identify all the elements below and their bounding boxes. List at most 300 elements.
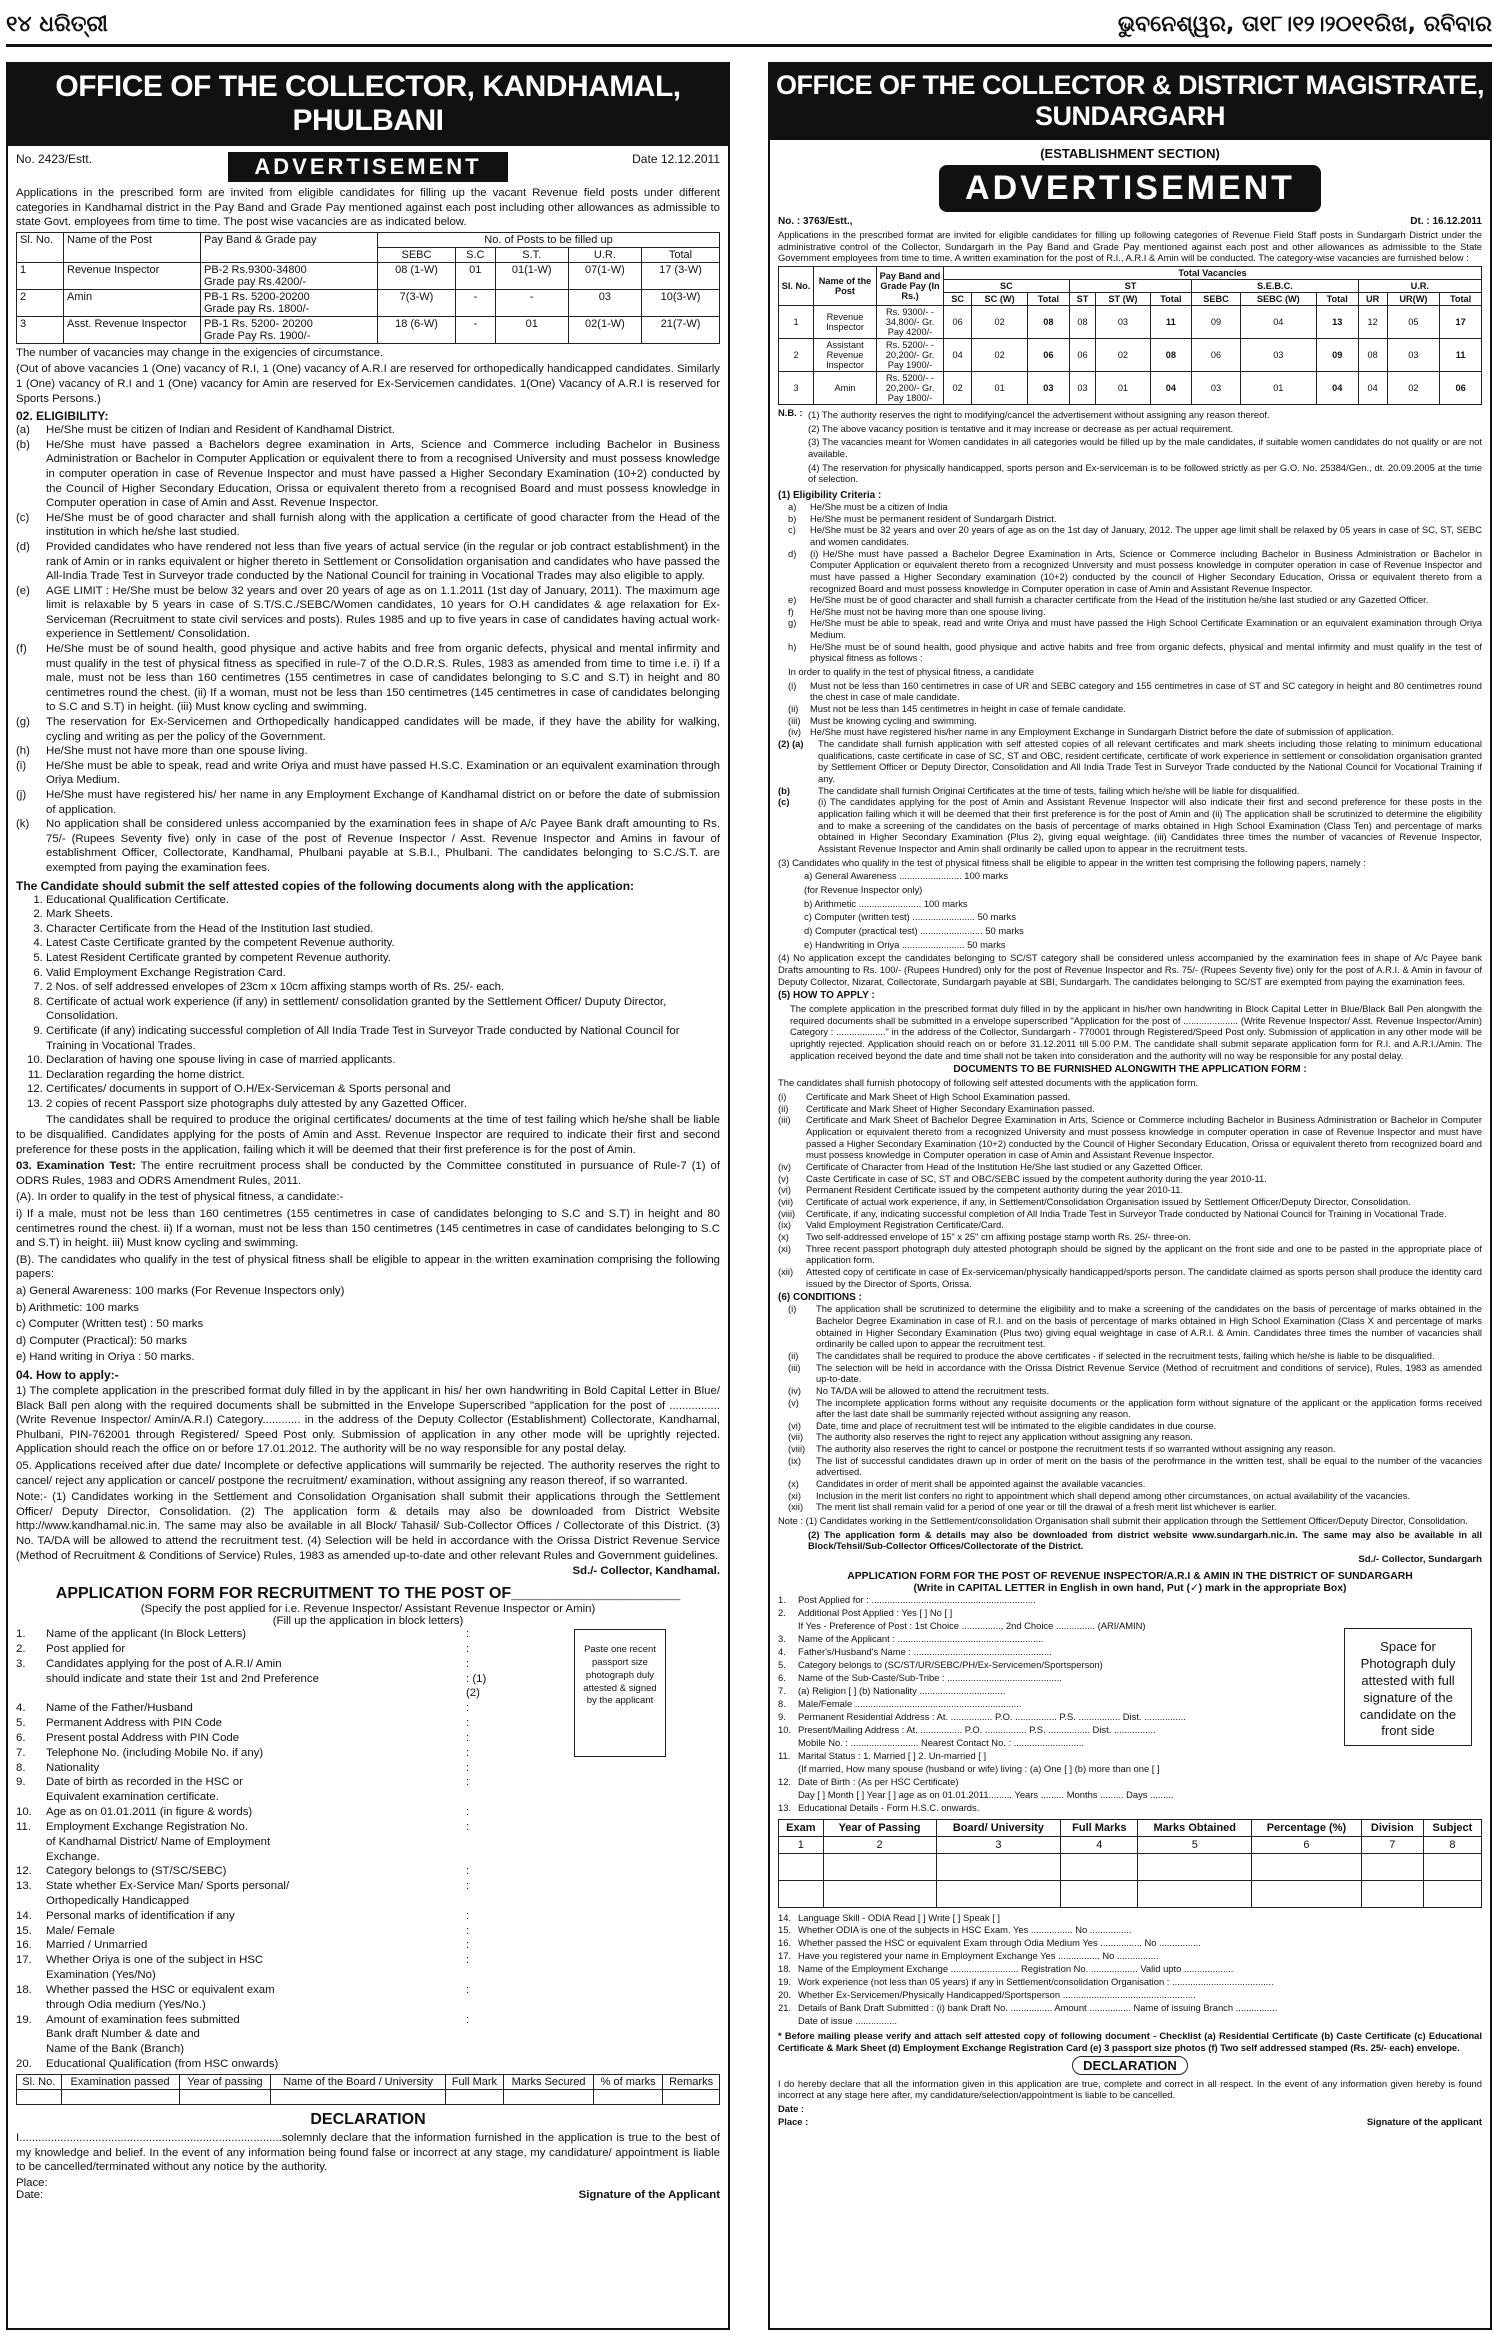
doc-item-text: Certificate of actual work experience, if any, in Settlement/Consolidation Organisation issued by Settlement Officer/Deputy Director, Consolidation. [806,1196,1411,1207]
eligibility-item-label: (a) [16,424,30,437]
form-field [778,1659,1332,1672]
kandhamal-advertisement [6,62,730,2330]
form-field [778,1711,1332,1724]
kandhamal-vac-note2: (Out of above vacancies 1 (One) vacancy of R.I, 1 (One) vacancy of A.R.I are reserved for orthopedically handicapped candidates. Similarly 1 (One) vacancy of R.I and 1 (One) vacancy for Amin are reserved for Ex-Servicemen candidates. 1(One) Vacancy of A.R.I is reserved for Sports Persons.) [16,363,720,405]
sundargarh-date-row [778,2103,1482,2116]
rth-sebc-total: Total [1316,292,1358,305]
doc-item-label: (iv) [778,1161,792,1173]
form-field-label: Name of the Father/Husband [46,1702,193,1715]
kandhamal-place-label: Place: [16,2176,48,2189]
form-field-colon: : [466,1880,470,1893]
form-field-colon: : [466,1909,470,1922]
rth-sc-group: SC [944,279,1070,292]
form-field [16,1894,720,1909]
sundargarh-phys-list [778,680,1482,738]
doc-item [778,1266,1482,1289]
form-field-number: 9. [16,1776,26,1789]
eligibility-item [16,584,720,642]
condition-item-label: (iii) [788,1361,801,1373]
kandhamal-photo-box: Paste one recent passport size photograph duly attested & signed by the applicant [574,1629,666,1757]
form-field-number [778,2015,798,2028]
sundargarh-date-label: Date : [778,2102,805,2114]
criteria-item-label: g) [788,617,797,629]
rvac-pay: Rs. 9300/- - 34,800/- Gr. Pay 4200/- [877,305,944,338]
eligibility-item [16,423,720,438]
sundargarh-section2 [778,738,1482,855]
sundargarh-docs-intro: The candidates shall furnish photocopy of following self attested documents with the application form. [778,1077,1199,1089]
sundargarh-photo-box: Space for Photograph duly attested with full signature of the candidate on the front side [1344,1628,1472,1746]
rth-scw: SC (W) [972,292,1028,305]
rvac-value: 13 [1316,305,1358,338]
phys-item-text: Must not be less than 160 centimetres in case of UR and SEBC category and 155 centimetres in case of ST and SC category in height and 80 centimetres round the chest in case of male candidate. [810,679,1482,703]
doc-item [778,1208,1482,1220]
form-field-number [16,1686,46,1701]
doc-item-text: Certificate, if any, indicating successful completion of All India Trade Test in Surveyor Trade conducted by National Council for Training in Vocational Trade. [806,1207,1447,1219]
kandhamal-note-text: Note:- (1) Candidates working in the Settlement and Consolidation Organisation shall submit their applications through the Settlement Officer/ Deputy Director, Consolidation. (2) The application form & details may also be downloaded from District Website http://www.kandhamal.nic.in. The same may also be available in all Block/ Tahasil/ Sub-Collector Offices / Collectorate of this District. (3) No. TA/DA will be allowed to attend the recruitment test. (4) Selection will be held in accordance with the Orissa District Revenue Service (Method of Recruitment & Conditions of Service) Rules, 1983 as amended up-to-date and other relevant Rules and Government guidelines. [16,1491,720,1562]
form-field-number [778,1737,798,1750]
doc-item-text: Certificate and Mark Sheet of High School Examination passed. [806,1091,1071,1103]
sundargarh-form-sub: (Write in CAPITAL LETTER in English in own hand, Put (✓) mark in the appropriate Box) [913,1583,1347,1595]
form-field [778,1724,1332,1737]
vac-st: 01 [495,316,568,343]
form-field-number: 10. [16,1806,32,1819]
rvac-value: 04 [1316,371,1358,404]
criteria-item [788,641,1482,664]
qualification-header: Remarks [663,2074,720,2089]
th-pay: Pay Band & Grade pay [201,232,378,262]
rvac-value: 17 [1440,305,1482,338]
condition-item-text: The authority also reserves the right to reject any application without assigning any reason. [816,1431,1193,1443]
rvac-value: 03 [1069,371,1096,404]
rth-total-vac: Total Vacancies [944,266,1482,279]
condition-item [788,1303,1482,1350]
doc-item-text: Permanent Resident Certificate issued by the competent authority during the year 2010-11. [806,1184,1184,1196]
form-field [16,2042,720,2057]
rth-sebc: SEBC [1192,292,1241,305]
qualification-header: Name of the Board / University [271,2074,446,2089]
vac-ur: 07(1-W) [568,262,641,289]
sundargarh-cond-list [778,1303,1482,1513]
vac-pay [201,316,378,343]
kandhamal-vacancy-table [16,232,720,344]
eligibility-item-text: He/She must have passed a Bachelors degree examination in Arts, Science and Commerce including Bachelor in Business Administration or Bachelor in Computer Application or equivalent there to from a recognised University and must possess knowledge in computer operation in case of Revenue Inspector and must have passed a Higher Secondary Examination (10+2) conducted by the Council of Higher Secondary Education, Orissa or equivalent thereto from a recognised Board and must possess knowledge in Computer operation in case of Amin and Asst. Revenue Inspector. [46,438,720,510]
th-sebc: SEBC [378,247,456,262]
form-field [778,1737,1332,1750]
form-field [778,1950,1482,1963]
form-field-colon: : [466,1954,470,1967]
masthead-date: ଭୁବନେଶ୍ୱର, ତା୧୮।୧୨।୨୦୧୧ରିଖ, ରବିବାର [1117,11,1492,37]
kandhamal-office-title: OFFICE OF THE COLLECTOR, KANDHAMAL, PHULBANI [8,64,728,146]
sundargarh-note2: (2) The application form & details may also be downloaded from district website www.sundargarh.nic.in. The same may also be available in all Block/Tehsil/Sub-Collector Offices/Collectorate of the District. [808,1528,1482,1552]
form-field-colon: : [466,1820,470,1833]
rth-ur-total: Total [1440,292,1482,305]
vac-sebc: 08 (1-W) [378,262,456,289]
form-field-number: 7. [16,1746,26,1759]
kandhamal-eligibility-heading: 02. ELIGIBILITY: [16,409,109,424]
table-row [779,371,1482,404]
form-field [778,1963,1482,1976]
form-field-label: Language Skill - ODIA Read [ ] Write [ ] Speak [ ] [798,1911,1001,1923]
sundargarh-office-title: OFFICE OF THE COLLECTOR & DISTRICT MAGISTRATE, SUNDARGARH [770,64,1490,140]
form-field-label: Name of the Employment Exchange .......................... Registration No. .................. Valid upto ................... [798,1963,1234,1975]
phys-item [788,715,1482,727]
qualification-header: % of marks [594,2074,663,2089]
form-field-label: Father's/Husband's Name : ..................................................... [798,1645,1052,1657]
form-field [16,1761,720,1776]
form-field [778,1750,1332,1763]
phys-item [788,726,1482,738]
form-field-number: 6. [778,1671,786,1683]
vac-ur: 03 [568,289,641,316]
rth-st-total: Total [1150,292,1192,305]
phys-item-label: (iii) [788,714,801,726]
form-field-colon: : [466,1731,470,1744]
form-field-label: Educational Qualification (from HSC onwards) [46,2058,279,2071]
form-field-number: 10. [778,1723,792,1735]
vac-sc: 01 [455,262,495,289]
paper-item: (for Revenue Inspector only) [804,883,923,895]
qualification-header: Sl. No. [17,2074,62,2089]
sundargarh-vacancy-table [778,266,1482,405]
form-field-number: 18. [778,1963,792,1975]
form-field-label: Examination (Yes/No) [46,1969,156,1982]
form-field-label: Marital Status : 1. Married [ ] 2. Un-married [ ] [798,1749,987,1761]
eligibility-item [16,642,720,715]
rvac-value: 06 [1069,338,1096,371]
sundargarh-s3: (3) Candidates who qualify in the test of physical fitness shall be eligible to appear in the written test comprising the following papers, namely : [778,856,1366,868]
kandhamal-exam-a: (A). In order to qualify in the test of physical fitness, a candidate:- [16,1191,344,1204]
kandhamal-form-sub2: (Fill up the application in block letters) [272,1615,464,1628]
kandhamal-ref-no: No. 2423/Estt. [16,152,93,166]
vac-post: Amin [64,289,201,316]
rvac-value: 08 [1028,305,1070,338]
form-field-colon: (2) [466,1687,480,1700]
criteria-item-label: a) [788,500,797,512]
form-field-label: Candidates applying for the post of A.R.I/ Amin [46,1657,282,1670]
condition-item-text: No TA/DA will be allowed to attend the recruitment tests. [816,1384,1050,1396]
form-field [778,1976,1482,1989]
document-item: 2. Mark Sheets. [46,907,720,922]
education-column-number: 2 [823,1836,936,1853]
section2-item-text: The candidate shall furnish application with self attested copies of all relevant certificates and mark sheets including those relating to minimum educational qualifications, caste certificate in case of SC, ST and OBC, resident certificate, certificate of work experience in settlement or consolidation organisation granted by Settlement Officer or Deputy Director, Consolidation and All India Trade Test in Surveyor Trade conducted by the National Council for Vocational Training if any. [818,738,1482,784]
form-field-label: Category belongs to (ST/SC/SEBC) [46,1865,227,1878]
condition-item [788,1478,1482,1490]
sundargarh-criteria-heading: (1) Eligibility Criteria : [778,489,882,501]
form-field [16,2027,720,2042]
form-field-colon: : [466,1983,470,1996]
form-field-number [16,1790,46,1805]
form-field-number: 3. [16,1657,26,1670]
rvac-value: 03 [1240,338,1316,371]
rvac-value: 03 [1192,371,1241,404]
form-field [16,1790,720,1805]
doc-item [778,1173,1482,1185]
form-field-number [16,1998,46,2013]
form-field-number: 4. [16,1702,26,1715]
rvac-value: 02 [944,371,972,404]
th-posts: No. of Posts to be filled up [378,232,720,247]
form-field-number: 3. [778,1632,786,1644]
form-field [16,1909,720,1924]
qualification-header: Marks Secured [504,2074,594,2089]
form-field-number: 1. [16,1628,26,1641]
form-field-colon: : [466,1776,470,1789]
document-item: 8. Certificate of actual work experience (if any) in settlement/ consolidation granted by the Settlement Officer/ Duputy Director, Consolidation. [46,995,720,1024]
criteria-item [788,594,1482,606]
form-field [16,1983,720,1998]
condition-item-label: (xii) [788,1501,804,1513]
condition-item-label: (iv) [788,1384,802,1396]
kandhamal-exam-b: (B). The candidates who qualify in the test of physical fitness shall be eligible to appear in the written examination comprising the following papers: [16,1253,720,1281]
condition-item-text: The authority also reserves the right to cancel or postpone the recruitment tests if so warranted without assigning any reason. [816,1443,1336,1455]
table-row [17,289,720,316]
nb-item: (2) The above vacancy position is tentative and it may increase or decrease as per actual requirement. [808,422,1234,434]
education-header: Year of Passing [823,1819,936,1836]
section2-item-label: (2) (a) [778,738,804,750]
form-field-number: 17. [778,1950,792,1962]
form-field-number [16,2027,46,2042]
eligibility-item [16,817,720,875]
rvac-post: Assistant Revenue Inspector [814,338,877,371]
form-field [16,1864,720,1879]
rvac-sl: 2 [779,338,814,371]
phys-item-text: Must not be less than 145 centimetres in height in case of female candidate. [810,703,1126,715]
education-column-number: 8 [1423,1836,1481,1853]
eligibility-item-text: No application shall be considered unless accompanied by the examination fees in shape of A/c Payee Bank draft amounting to Rs. 75/- (Rupees Seventy five) only in case of the post of Revenue Inspector / Asst. Revenue Inspector and Amins in favour of establishment Officer, Collectorate, Kandhamal, Phulbani payable at S.B.I., Phulbani. The candidates belonging to S.C./S.T. are exempted from paying the examination fees. [46,818,720,874]
condition-item-text: The list of successful candidates drawn up in order of merit on the basis of the perofrmance in the written test, shall be equal to the number of the vacancies advertised. [816,1454,1482,1478]
doc-item-label: (vii) [778,1196,794,1207]
form-field-label: Name of the applicant (In Block Letters) [46,1628,247,1641]
rth-ur-group: U.R. [1358,279,1481,292]
criteria-item-text: He/She must be permanent resident of Sundargarh District. [810,512,1057,524]
rvac-pay: Rs. 5200/- - 20,200/- Gr. Pay 1800/- [877,371,944,404]
eligibility-item-label: (d) [16,540,30,553]
eligibility-item-label: (j) [16,789,27,801]
paper-item: d) Computer (practical test) ........................ 50 marks [804,924,1024,936]
rth-ur: UR [1358,292,1387,305]
phys-item-text: Must be knowing cycling and swimming. [810,714,977,726]
eligibility-item-text: He/She must be of good character and shall furnish along with the application a certificate of good character from the Head of the institution in which he/she last studied. [46,511,720,539]
criteria-item-text: He/She must be able to speak, read and write Oriya and must have passed the High School Certificate Examination or an equivalent examination through Oriya Medium. [810,617,1482,641]
form-field-number: 12. [16,1865,32,1878]
doc-item-label: (vi) [778,1184,792,1196]
condition-item-label: (x) [788,1478,799,1490]
paper-item: b) Arithmetic: 100 marks [16,1301,139,1314]
eligibility-item-label: (f) [16,643,27,656]
form-field-label: Whether passed the HSC or equivalent Exam through Odia Medium Yes ................ No ................ [798,1937,1201,1949]
form-field-number: 5. [16,1717,26,1730]
form-field-label: Date of issue ................ [798,2015,897,2027]
sundargarh-place-row [778,2116,1482,2129]
eligibility-item-text: AGE LIMIT : He/She must be below 32 years and over 20 years of age as on 1.1.2011 (1st day of January, 2011). The maximum age limit is relaxable by 5 years in case of S.T/S.C./SEBC/Women candidates, 10 years for O.H candidates & age relaxation for Ex-Serviceman (Recruitment to state civil services and posts). Rules 1985 and up to five years in case of candidates having actual work-experience in Settlement/ Consolidation. [46,584,720,641]
rvac-value: 06 [944,305,972,338]
document-item: 9. Certificate (if any) indicating successful completion of All India Trade Test in Surveyor Trade conducted by National Council for Training in Vocational Trades. [46,1024,720,1053]
sundargarh-s4: (4) No application except the candidates belonging to SC/ST category shall be considered unless accompanied by the examination fees in shape of A/c Payee bank Drafts amounting to Rs. 100/- (Rupees Hundred) only for the post of Revenue Inspector and Rs. 75/- (Rupees Seventy five) only for the post of A.R.I. & Amin in favour of Deputy Collector, Nizarat, Collectorate, Sundargarh payable at SBI, Sundargarh. The candidates belonging to SC/ST are exempted from paying the examination fees. [778,952,1482,987]
kandhamal-qualification-table [16,2074,720,2105]
form-field [16,2013,720,2028]
vac-pay [201,289,378,316]
condition-item [788,1385,1482,1397]
vac-sl: 3 [17,316,64,343]
eligibility-item [16,511,720,540]
form-field-label: Mobile No. : .......................... Nearest Contact No. : ........................... [798,1736,1085,1748]
education-column-number: 1 [779,1836,824,1853]
education-column-number: 6 [1252,1836,1362,1853]
form-field-label: through Odia medium (Yes/No.) [46,1998,206,2011]
rvac-value: 01 [972,371,1028,404]
form-field-colon: : (1) [466,1672,487,1685]
doc-item [778,1231,1482,1243]
form-field [778,1763,1332,1776]
doc-item [778,1219,1482,1231]
rth-sebc-group: S.E.B.C. [1192,279,1358,292]
kandhamal-exam-heading: 03. Examination Test: [16,1160,136,1173]
form-field-number: 16. [16,1939,32,1952]
rvac-value: 03 [1387,338,1440,371]
th-total: Total [642,247,720,262]
form-field-number: 20. [16,2058,32,2071]
form-field-number: 16. [778,1937,792,1949]
form-field [778,1776,1332,1789]
rth-st: ST [1069,292,1096,305]
form-field-number: 7. [778,1684,786,1696]
kandhamal-form-sub1: (Specify the post applied for i.e. Revenue Inspector/ Assistant Revenue Inspector or Amin) [140,1603,596,1616]
document-item: 1. Educational Qualification Certificate. [46,893,720,908]
eligibility-item [16,540,720,584]
sundargarh-form-title: APPLICATION FORM FOR THE POST OF REVENUE INSPECTOR/A.R.I & AMIN IN THE DISTRICT OF SUNDARGARH [847,1571,1413,1583]
criteria-item-label: e) [788,594,797,606]
doc-item-text: Three recent passport photograph duly attested photograph should be signed by the applicant on the front side and one to be pasted in the appropriate place of application form. [806,1242,1482,1266]
vac-sc: - [455,289,495,316]
kandhamal-papers [16,1284,720,1365]
condition-item [788,1501,1482,1513]
form-field-label: of Kandhamal District/ Name of Employment [46,1835,271,1848]
doc-item [778,1091,1482,1103]
sundargarh-education-table [778,1819,1482,1908]
form-field-label: Day [ ] Month [ ] Year [ ] age as on 01.01.2011......... Years ......... Months ......... Days ......... [798,1788,1174,1800]
condition-item-text: Inclusion in the merit list confers no right to appointment which shall depend among other circumstances, on actual availability of the vacancies. [816,1489,1411,1501]
criteria-item-text: He/She must be a citizen of India [810,500,948,512]
condition-item-text: The application shall be scrutinized to determine the eligibility and to make a screening of the candidates on the basis of percentage of marks obtained in the Bachelor Degree Examination in case of R.I. and on the basis of percentage of marks obtained in High School Examination (Class X and percentage of marks obtained in Higher Secondary Examination (Plus two) giving equal weightage in case of A.R.I. & Amin. Candidates three times the number of vacancies shall ordinarily be called upon to appear the recruitment test. [816,1303,1482,1350]
vac-post: Revenue Inspector [64,262,201,289]
th-ur: U.R. [568,247,641,262]
section2-item [778,796,1482,854]
form-field-label: Personal marks of identification if any [46,1909,235,1922]
condition-item [788,1443,1482,1455]
document-item: 10. Declaration of having one spouse living in case of married applicants. [46,1053,720,1068]
condition-item [788,1455,1482,1478]
rvac-value: 04 [1240,305,1316,338]
rth-sc: SC [944,292,972,305]
eligibility-item-label: (b) [16,438,30,451]
form-field-label: Name of the Bank (Branch) [46,2043,185,2056]
form-field-number: 19. [16,2013,32,2026]
document-item: 4. Latest Caste Certificate granted by the competent Revenue authority. [46,936,720,951]
rth-post: Name of the Post [814,266,877,305]
paper-item: a) General Awareness: 100 marks (For Revenue Inspectors only) [16,1285,345,1297]
sundargarh-advertisement-label: ADVERTISEMENT [939,165,1321,212]
phys-item-text: He/She must have registered his/her name in any Employment Exchange in Sundargarh District before the date of submission of application. [810,726,1394,738]
doc-item-label: (x) [778,1230,789,1242]
section2-item-text: The candidate shall furnish Original Certificates at the time of tests, failing which he/she will be liable for disqualified. [818,784,1300,796]
kandhamal-declaration-title: DECLARATION [310,2110,426,2128]
masthead [6,4,1492,47]
paper-item: e) Handwriting in Oriya ........................ 50 marks [804,938,1006,950]
criteria-item-label: f) [788,605,794,617]
criteria-item-text: He/She must not be having more than one spouse living. [810,605,1046,617]
document-item: 5. Latest Resident Certificate granted by competent Revenue authority. [46,951,720,966]
rvac-value: 02 [972,338,1028,371]
rth-sl: Sl. No. [779,266,814,305]
phys-item-label: (i) [788,679,797,691]
vac-post: Asst. Revenue Inspector [64,316,201,343]
kandhamal-docs-list [16,893,720,1112]
vac-sc: - [455,316,495,343]
doc-item [778,1196,1482,1208]
vac-grade-pay: Grade Pay Rs. 1900/- [204,329,311,342]
rvac-value: 08 [1150,338,1192,371]
doc-item-text: Two self-addressed envelope of 15" x 25" cm affixing postage stamp worth Rs. 25/- three-on. [806,1230,1191,1242]
criteria-item [788,617,1482,640]
form-field-colon: : [466,1717,470,1730]
condition-item-text: The selection will be held in accordance with the Orissa District Revenue Service (Method of recruitment and conditions of service), Rules, 1983 as amended up-to-date. [816,1361,1482,1385]
doc-item [778,1114,1482,1161]
sundargarh-advertisement [768,62,1492,2330]
section2-item [778,738,1482,785]
form-field [16,1953,720,1968]
sundargarh-checklist: * Before mailing please verify and attach self attested copy of following document - Checklist (a) Residential Certificate (b) Caste Certificate (c) Educational Certificate & Mark Sheet (d) Employment Exchange Registration Card (e) 3 passport size photos (f) Two self addressed stamped (Rs. 25/- each) envelope. [778,2030,1482,2053]
criteria-item-label: b) [788,512,797,524]
form-field [778,1789,1332,1802]
section2-item [778,785,1482,797]
document-item: 7. 2 Nos. of self addressed envelopes of 23cm x 10cm affixing stamps worth of Rs. 25/- each. [46,980,720,995]
form-field-label: (If married, How many spouse (husband or wife) living : (a) One [ ] (b) more than one [ ] [798,1762,1160,1774]
form-field-label: Details of Bank Draft Submitted : (i) bank Draft No. ................ Amount ................ Name of issuing Branch ................ [798,2002,1278,2014]
form-field-label: Post applied for [46,1642,126,1655]
criteria-item [788,548,1482,595]
eligibility-item-text: The reservation for Ex-Servicemen and Orthopedically handicapped candidates will be made, if they have the ability for walking, cycling and writing as per the policy of the Government. [46,716,720,743]
kandhamal-place [16,2177,720,2189]
doc-item-label: (xi) [778,1242,792,1254]
doc-item [778,1103,1482,1115]
sundargarh-phys-intro: In order to qualify in the test of physical fitness, a candidate [788,666,1034,678]
rvac-value: 11 [1150,305,1192,338]
form-field-label: Permanent Address with PIN Code [46,1717,223,1730]
rvac-value: 04 [944,338,972,371]
rth-urw: UR(W) [1387,292,1440,305]
form-field-number: 1. [778,1594,786,1606]
vac-pay-band: PB-1 Rs. 5200-20200 [204,290,310,303]
education-header: Board/ University [936,1819,1061,1836]
doc-item-text: Attested copy of certificate in case of Ex-serviceman/physically handicapped/sports person. The candidate claimed as sports person shall produce the identity card issued by the Director of Sports, Orissa. [806,1265,1482,1289]
document-item: 12. Certificates/ documents in support of O.H/Ex-Serviceman & Sports personal and [46,1082,720,1097]
doc-item-label: (v) [778,1172,789,1184]
document-item: 3. Character Certificate from the Head of the Institution last studied. [46,922,720,937]
sundargarh-note1: Note : (1) Candidates working in the Settlement/consolidation Organisation shall submit their application through the Settlement Officer/Deputy Director, Consolidation. [778,1515,1468,1527]
doc-item-label: (ii) [778,1102,789,1114]
form-field-label: Name of the Sub-Caste/Sub-Tribe : ............................................ [798,1671,1062,1683]
form-field [778,1912,1482,1925]
eligibility-item-label: (i) [16,759,27,772]
sundargarh-date: Dt. : 16.12.2011 [1410,216,1482,227]
criteria-item-text: He/She must be of good character and shall furnish a character certificate from the Head of the institution he/she last studied or any Gazetted Officer. [810,594,1429,606]
eligibility-item-text: He/She must be able to speak, read and write Oriya and must have passed H.S.C. Examination or an equivalent examination through Oriya Medium. [46,759,720,787]
form-field-number: 14. [16,1909,32,1922]
form-field-label: Date of Birth : (As per HSC Certificate) [798,1775,959,1787]
form-field-number: 15. [16,1924,32,1937]
paper-item: c) Computer (Written test) : 50 marks [16,1318,204,1331]
form-field-label: Educational Details - Form H.S.C. onwards. [798,1801,980,1813]
